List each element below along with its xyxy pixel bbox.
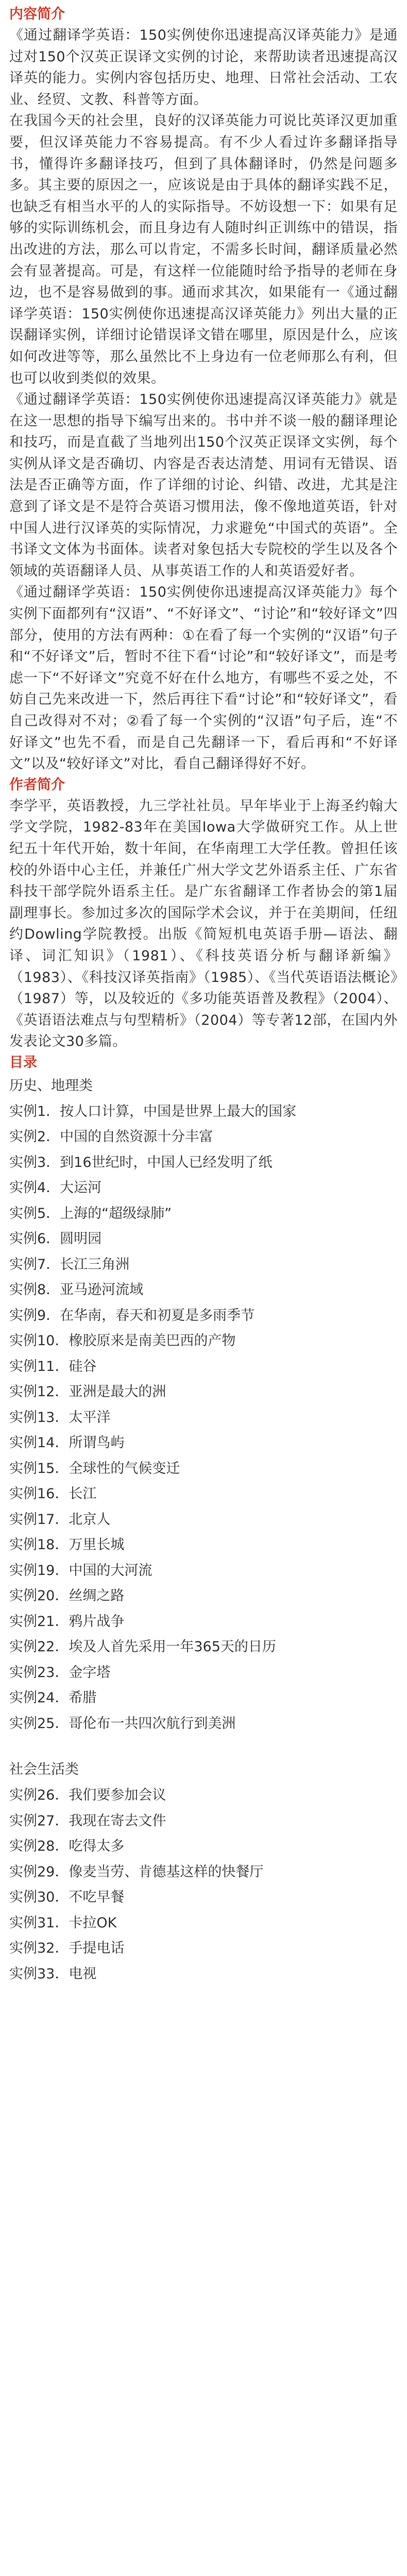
toc-item: 实例4．大运河 [9, 1180, 102, 1196]
author-section [9, 775, 398, 1053]
intro-paragraph: 在我国今天的社会里，良好的汉译英能力可说比英译汉更加重要，但汉译英能力不容易提高。有不少人看过许多翻译指导书，懂得许多翻译技巧，但到了具体翻译时，仍然是问题多多。其主要的原因之一，应该说是由于具体的翻译实践不足，也缺乏有相当水平的人的实际指导。不妨设想一下：如果有足够的实际训练机会，而且身边有人随时纠正训练中的错误，指出改进的方法，那么可以肯定，不需多长时间，翻译质量必然会有显著提高。可是，有这样一位能随时给予指导的老师在身边，也不是容易做到的事。通而求其次，如果能有一《通过翻译学英语：150实例使你迅速提高汉译英能力》列出大量的正误翻译实例，详细讨论错误译文错在哪里，原因是什么，应该如何改进等等，那么虽然比不上身边有一位老师那么有利，但也可以收到类似的效果。 [9, 113, 398, 386]
toc-item: 实例18．万里长城 [9, 1537, 125, 1553]
toc-item: 实例19．中国的大河流 [9, 1562, 152, 1579]
toc-groups [9, 1073, 398, 1987]
toc-item: 实例27．我现在寄去文件 [9, 1812, 166, 1829]
toc-item: 实例11．硅谷 [9, 1358, 97, 1375]
toc-item: 实例22．埃及人首先采用一年365天的日历 [9, 1639, 276, 1655]
toc-list [9, 1099, 398, 1737]
toc-item: 实例15．全球性的气候变迁 [9, 1460, 180, 1477]
intro-paragraph: 《通过翻译学英语：150实例使你迅速提高汉译英能力》每个实例下面都列有“汉语”、“不好译文”、“讨论”和“较好译文”四部分，使用的方法有两种：①在看了每一个实例的“汉语”句子和“不好译文”后，暂时不往下看“讨论”和“较好译文”，而是考虑一下“不好译文”究竟不好在什么地方，有哪些不妥之处，不妨自己先来改进一下，然后再往下看“讨论”和“较好译文”，看自己改得对不对；②看了每一个实例的“汉语”句子后，连“不好译文”也先不看，而是自己先翻译一下，看后再和“不好译文”以及“较好译文”对比，看自己翻译得好不好。 [9, 584, 398, 772]
toc-item: 实例9．在华南，春天和初夏是多雨季节 [9, 1307, 255, 1324]
toc-item: 实例13．太平洋 [9, 1409, 111, 1426]
toc-item: 实例24．希腊 [9, 1690, 97, 1706]
toc-heading: 目录 [9, 1054, 37, 1071]
toc-item: 实例7．长江三角洲 [9, 1256, 130, 1273]
toc-item: 实例2．中国的自然资源十分丰富 [9, 1129, 213, 1145]
toc-item: 实例29．像麦当劳、肯德基这样的快餐厅 [9, 1863, 264, 1880]
toc-item: 实例32．手提电话 [9, 1940, 125, 1957]
toc-group-spacer [9, 1736, 398, 1757]
toc-item: 实例33．电视 [9, 1965, 97, 1982]
toc-item: 实例23．金字塔 [9, 1664, 111, 1681]
toc-item: 实例14．所谓鸟屿 [9, 1435, 125, 1451]
toc-item: 实例12．亚洲是最大的洲 [9, 1384, 166, 1400]
toc-item: 实例8．亚马逊河流域 [9, 1282, 144, 1298]
toc-item: 实例10．橡胶原来是南美巴西的产物 [9, 1333, 236, 1349]
toc-item: 实例30．不吃早餐 [9, 1889, 125, 1906]
toc-item: 实例1．按人口计算，中国是世界上最大的国家 [9, 1103, 297, 1120]
toc-item: 实例16．长江 [9, 1486, 97, 1502]
author-paragraph: 李学平，英语教授，九三学社社员。早年毕业于上海圣约翰大学文学院，1982-83年在美国Iowa大学做研究工作。从上世纪五十年代开始，数十年间，在华南理工大学任教。曾担任该校的外语中心主任，并兼任广州大学文艺外语系主任、广东省科技干部学院外语系主任。是广东省翻译工作者协会的第1届副理事长。参加过多次的国际学术会议，并于在美期间，任纽约Dowling学院教授。出版《简短机电英语手册—语法、翻译、词汇知识》（1981）、《科技英语分析与翻译新编》（1983）、《科技汉译英指南》（1985）、《当代英语语法概论》（1987）等，以及较近的《多功能英语普及教程》（2004）、《英语语法难点与句型精析》（2004）等专著12部，在国内外发表论文30多篇。 [9, 798, 398, 1050]
toc-item: 实例5．上海的“超级绿肺” [9, 1205, 172, 1222]
toc-item: 实例21．鸦片战争 [9, 1613, 125, 1630]
intro-paragraph: 《通过翻译学英语：150实例使你迅速提高汉译英能力》就是在这一思想的指导下编写出来的。书中并不谈一般的翻译理论和技巧，而是直截了当地列出150个汉英正误译文实例，每个实例从译文是否确切、内容是否表达清楚、用词有无错误、语法是否正确等方面，作了详细的讨论、纠错、改进，尤其是注意到了译文是不是符合英语习惯用法，像不像地道英语，针对中国人进行汉译英的实际情况，力求避免“中国式的英语”。全书译文文体为书面体。读者对象包括大专院校的学生以及各个领域的英语翻译人员、从事英语工作的人和英语爱好者。 [9, 392, 398, 579]
toc-item: 实例28．吃得太多 [9, 1838, 125, 1855]
toc-item: 实例3．到16世纪时，中国人已经发明了纸 [9, 1154, 273, 1171]
author-heading: 作者简介 [9, 776, 65, 793]
toc-item: 实例26．我们要参加会议 [9, 1787, 166, 1804]
toc-group-heading: 社会生活类 [9, 1761, 79, 1778]
intro-paragraph: 《通过翻译学英语：150实例使你迅速提高汉译英能力》是通过对150个汉英正误译文实例的讨论，来帮助读者迅速提高汉译英的能力。实例内容包括历史、地理、日常社会活动、工农业、经贸、文教、科普等方面。 [9, 27, 398, 108]
toc-list [9, 1783, 398, 1987]
intro-heading: 内容简介 [9, 6, 65, 22]
toc-item: 实例6．圆明园 [9, 1231, 102, 1247]
toc-item: 实例20．丝绸之路 [9, 1588, 125, 1604]
toc-group-heading: 历史、地理类 [9, 1077, 93, 1094]
toc-item: 实例31．卡拉OK [9, 1914, 117, 1931]
toc-section [9, 1053, 398, 1987]
intro-section [9, 4, 398, 775]
toc-item: 实例17．北京人 [9, 1511, 111, 1528]
toc-item: 实例25．哥伦布一共四次航行到美洲 [9, 1715, 236, 1732]
